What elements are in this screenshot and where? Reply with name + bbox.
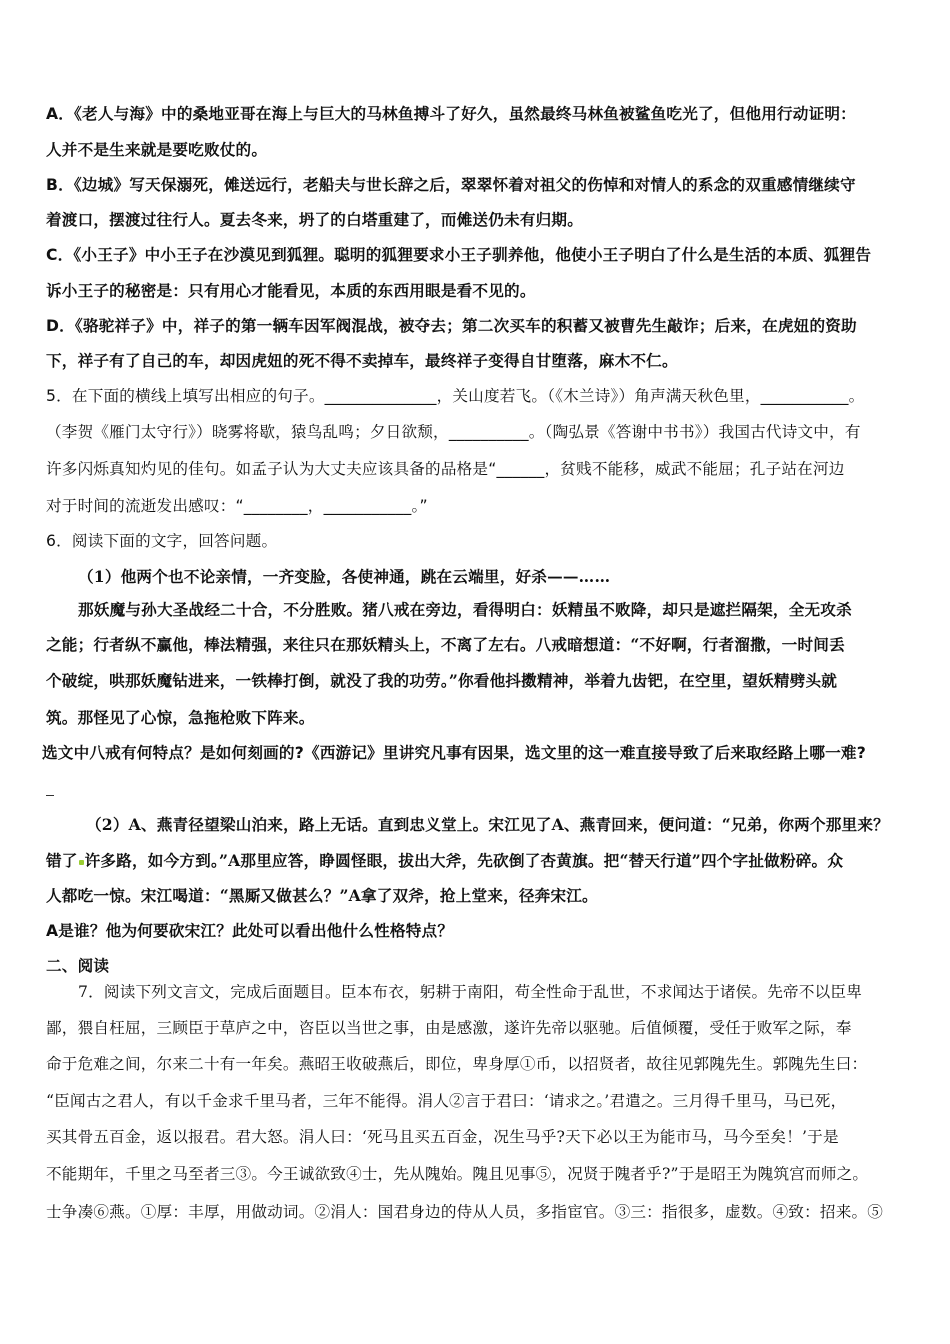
question-5-line-1: 5．在下面的横线上填写出相应的句子。______________，关山度若飞。（《木兰诗》）角声满天秋色里，___________。 xyxy=(46,387,865,405)
passage-1-line-2: 那妖魔与孙大圣战经二十合，不分胜败。猪八戒在旁边，看得明白：妖精虽不败降，却只是遮拦隔架，全无攻杀 xyxy=(78,600,852,619)
answer-dash xyxy=(46,795,54,796)
question-5-line-4: 对于时间的流逝发出感叹：“________，___________。” xyxy=(46,497,428,515)
passage-2-line-2: 错了 许多路，如今方到。”A那里应答，睁圆怪眼，拔出大斧，先砍倒了杏黄旗。把“替天行道”四个字扯做粉碎。众 xyxy=(46,851,844,870)
question-6-1-prompt: 选文中八戒有何特点？是如何刻画的?《西游记》里讲究凡事有因果，选文里的这一难直接导致了后来取经路上哪一难? xyxy=(42,744,866,762)
question-6-title: 6．阅读下面的文字，回答问题。 xyxy=(46,532,278,550)
option-a-line-2: 人并不是生来就是要吃败仗的。 xyxy=(46,141,268,159)
option-c-line-2: 诉小王子的秘密是：只有用心才能看见，本质的东西用眼是看不见的。 xyxy=(46,282,536,300)
question-7-line-7: 士争凑⑥燕。①厚：丰厚，用做动词。②涓人：国君身边的侍从人员，多指宦官。③三：指很多，虚数。④致：招来。⑤ xyxy=(46,1203,884,1221)
passage-2-line-1: （2）A、燕青径望梁山泊来，路上无话。直到忠义堂上。宋江见了A、燕青回来，便问道：“兄弟，你两个那里来？ xyxy=(86,815,889,834)
passage-1-line-3: 之能；行者纵不赢他，棒法精强，来往只在那妖精头上，不离了左右。八戒暗想道：“不好啊，行者溜撒，一时间丢 xyxy=(46,635,845,654)
option-a-line-1: A．《老人与海》中的桑地亚哥在海上与巨大的马林鱼搏斗了好久，虽然最终马林鱼被鲨鱼吃光了，但他用行动证明： xyxy=(46,105,856,123)
question-7-line-4: “臣闻古之君人，有以千金求千里马者，三年不能得。涓人②言于君曰：‘请求之。’君遣之。三月得千里马，马已死， xyxy=(46,1092,847,1110)
question-6-2-prompt: A是谁？他为何要砍宋江？此处可以看出他什么性格特点？ xyxy=(46,922,454,940)
question-7-line-1: 7．阅读下列文言文，完成后面题目。臣本布衣，躬耕于南阳，苟全性命于乱世，不求闻达于诸侯。先帝不以臣卑 xyxy=(78,983,863,1001)
question-5-line-2: （李贺《雁门太守行》）晓雾将歇，猿鸟乱鸣；夕日欲颓，__________。（陶弘景《答谢中书书》）我国古代诗文中，有 xyxy=(46,423,861,441)
question-5-line-3: 许多闪烁真知灼见的佳句。如孟子认为大丈夫应该具备的品格是“______，贫贱不能移，威武不能屈；孔子站在河边 xyxy=(46,460,845,478)
passage-1-line-5: 筑。那怪见了心惊，急拖枪败下阵来。 xyxy=(46,708,315,727)
passage-1-line-1: （1）他两个也不论亲情，一齐变脸，各使神通，跳在云端里，好杀——…… xyxy=(78,567,611,586)
option-d-line-2: 下，祥子有了自己的车，却因虎妞的死不得不卖掉车，最终祥子变得自甘堕落，麻木不仁。 xyxy=(46,352,678,370)
option-b-line-1: B．《边城》写天保溺死，傩送远行，老船夫与世长辞之后，翠翠怀着对祖父的伤悼和对情人的系念的双重感情继续守 xyxy=(46,176,856,194)
passage-1-line-4: 个破绽，哄那妖魔钻进来，一铁棒打倒，就没了我的功劳。”你看他抖擞精神，举着九齿钯，在空里，望妖精劈头就 xyxy=(46,671,838,690)
question-7-line-2: 鄙，猥自枉屈，三顾臣于草庐之中，咨臣以当世之事，由是感激，遂许先帝以驱驰。后值倾覆，受任于败军之际，奉 xyxy=(46,1019,852,1037)
question-7-line-6: 不能期年，千里之马至者三③。今王诚欲致④士，先从隗始。隗且见事⑤，况贤于隗者乎?”于是昭王为隗筑宫而师之。 xyxy=(46,1165,869,1183)
passage-2-line-3: 人都吃一惊。宋江喝道：“黑厮又做甚么？”A拿了双斧，抢上堂来，径奔宋江。 xyxy=(46,886,598,905)
option-b-line-2: 着渡口，摆渡过往行人。夏去冬来，坍了的白塔重建了，而傩送仍未有归期。 xyxy=(46,211,583,229)
option-d-line-1: D．《骆驼祥子》中，祥子的第一辆车因军阀混战，被夺去；第二次买车的积蓄又被曹先生敲诈；后来，在虎妞的资助 xyxy=(46,317,857,335)
question-7-line-3: 命于危难之间，尔来二十有一年矣。燕昭王收破燕后，即位，卑身厚①币，以招贤者，故往见郭隗先生。郭隗先生曰： xyxy=(46,1055,868,1073)
option-c-line-1: C．《小王子》中小王子在沙漠见到狐狸。聪明的狐狸要求小王子驯养他，他使小王子明白了什么是生活的本质、狐狸告 xyxy=(46,246,872,264)
highlight-mark xyxy=(79,860,84,865)
section-2-heading: 二、阅读 xyxy=(46,957,110,975)
question-7-line-5: 买其骨五百金，返以报君。君大怒。涓人曰：‘死马且买五百金，况生马乎?天下必以王为能市马，马今至矣！’于是 xyxy=(46,1128,839,1146)
